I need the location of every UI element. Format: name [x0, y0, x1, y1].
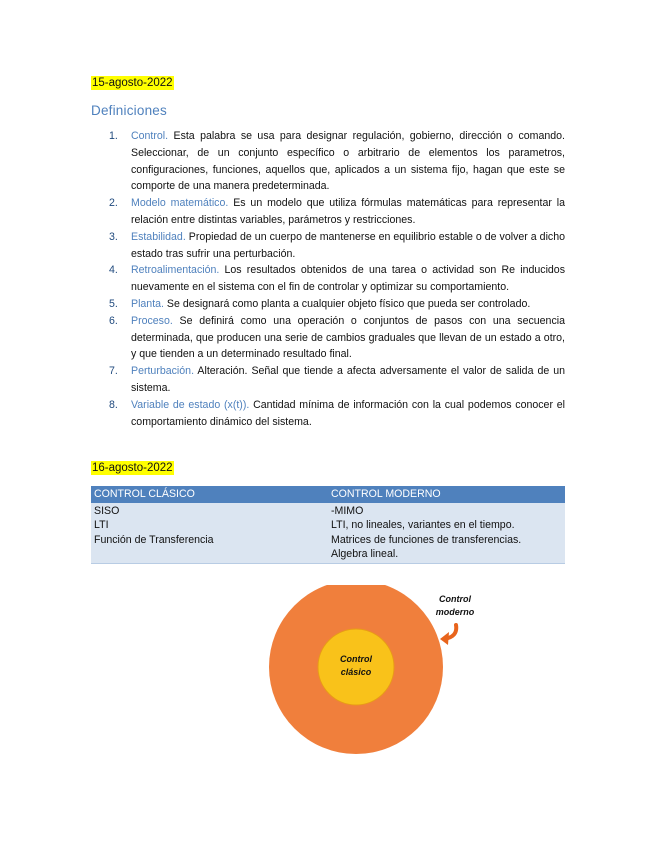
definition-term: Modelo matemático.: [131, 197, 229, 210]
definition-item: [91, 397, 565, 431]
definition-text: Propiedad de un cuerpo de mantenerse en equilibrio estable o de volver a dicho estado tras sufrir una perturbación.: [131, 230, 565, 260]
item-number: 7.: [109, 365, 118, 378]
date-first: 15-agosto-2022: [92, 77, 173, 89]
outer-label: Control moderno: [435, 594, 475, 617]
definition-text: Los resultados obtenidos de una tarea o actividad son Re inducidos nuevamente en el sistema con el fin de controlar y optimizar su comportamiento.: [131, 264, 565, 294]
item-number: 2.: [109, 197, 118, 210]
definition-text: Se definirá como una operación o conjuntos de pasos con una secuencia determinada, que producen una serie de cambios graduales que llevan de un estado a otro, y que tienden a un determinado resultado final.: [131, 314, 565, 361]
definitions-list: [91, 128, 565, 430]
header-classic: CONTROL CLÁSICO: [91, 486, 328, 503]
arrow-head-icon: [440, 632, 449, 645]
definition-item: [91, 229, 565, 263]
item-number: 6.: [109, 314, 118, 327]
inner-label: Control clásico: [340, 654, 372, 677]
definition-item: [91, 363, 565, 397]
definition-item: [91, 262, 565, 296]
comparison-table: [91, 486, 565, 564]
definition-term: Perturbación.: [131, 365, 195, 378]
control-diagram: [268, 585, 498, 765]
table-header-row: [91, 486, 565, 503]
item-number: 4.: [109, 264, 118, 277]
definition-text: Alteración. Señal que tiende a afecta adversamente el valor de salida de un sistema.: [131, 365, 565, 394]
item-number: 5.: [109, 297, 118, 310]
date-second: 16-agosto-2022: [92, 462, 173, 474]
definition-text: Es un modelo que utiliza fórmulas matemáticas para representar la relación entre distintas variables, parámetros y restricciones.: [131, 197, 565, 226]
definition-term: Estabilidad.: [131, 230, 186, 243]
section-heading: Definiciones: [91, 103, 167, 118]
cell-classic: SISO LTI Función de Transferencia: [91, 503, 328, 564]
table-row: [91, 503, 565, 564]
definition-text: Esta palabra se usa para designar regulación, gobierno, dirección o comando. Seleccionar, de un conjunto específico o arbitrario de elementos los parametros, configuraciones, funciones, aquellos que, aplicados a un sistema fijo, hagan que este se comporte de una manera predeterminada.: [131, 130, 565, 193]
item-number: 1.: [109, 130, 118, 142]
item-number: 3.: [109, 230, 118, 243]
definition-term: Retroalimentación.: [131, 264, 220, 277]
definition-item: [91, 296, 565, 313]
definition-term: Control.: [131, 130, 169, 142]
definition-text: Cantidad mínima de información con la cual podemos conocer el comportamiento dinámico del sistema.: [131, 398, 565, 428]
definition-item: [91, 128, 565, 195]
definition-item: [91, 313, 565, 363]
cell-modern: -MIMO LTI, no lineales, variantes en el tiempo. Matrices de funciones de transferencias. Algebra lineal.: [328, 503, 565, 564]
definition-term: Proceso.: [131, 314, 173, 327]
definition-item: [91, 195, 565, 229]
definition-term: Variable de estado (x(t)).: [131, 398, 250, 411]
item-number: 8.: [109, 398, 118, 411]
header-modern: CONTROL MODERNO: [328, 486, 565, 503]
definition-text: Se designará como planta a cualquier objeto físico que pueda ser controlado.: [163, 297, 531, 310]
definition-term: Planta.: [131, 297, 164, 310]
